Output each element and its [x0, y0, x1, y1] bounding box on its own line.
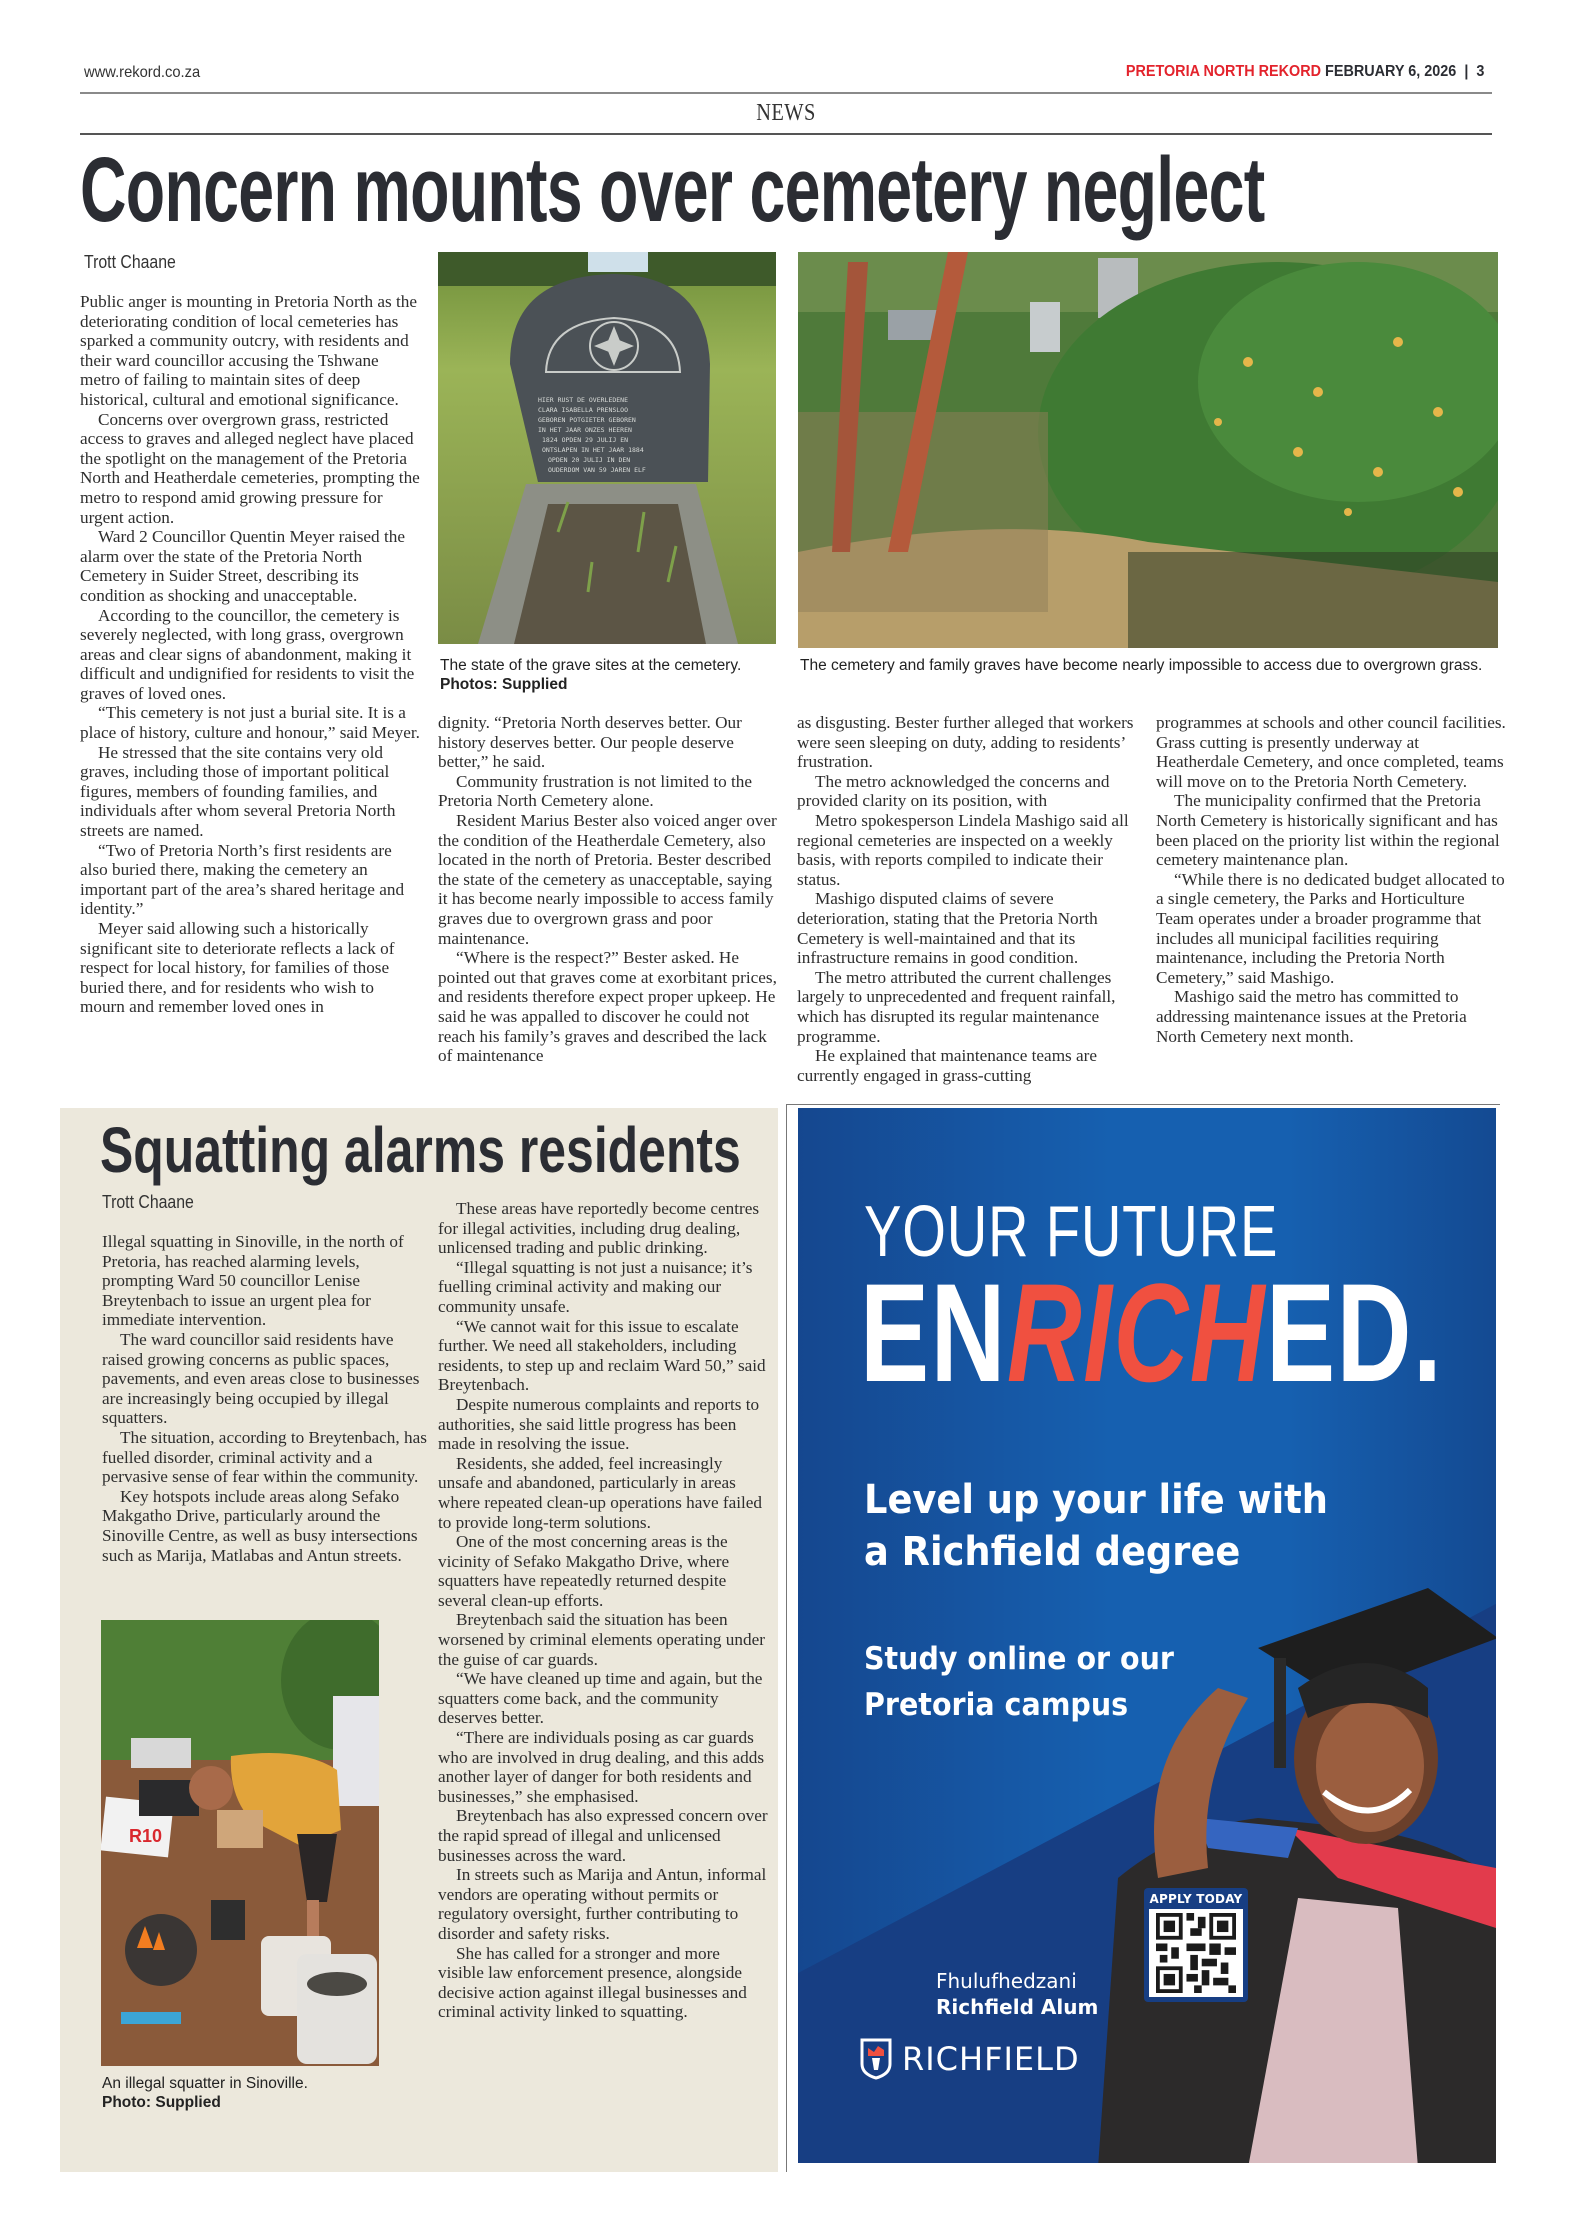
photo-squatter	[101, 1620, 379, 2066]
qr-label: APPLY TODAY	[1149, 1892, 1243, 1906]
photo-credit: Photos: Supplied	[440, 676, 568, 693]
headline-suffix: ED.	[1266, 1254, 1444, 1411]
page-number: 3	[1475, 63, 1484, 80]
paragraph: Despite numerous complaints and reports to authorities, she said little progress has been made in resolving the issue.	[438, 1394, 760, 1454]
caption-text: An illegal squatter in Sinoville.	[102, 2075, 308, 2092]
publication-name: PRETORIA NORTH REKORD	[1125, 63, 1321, 80]
advert-subhead	[864, 1474, 1328, 1578]
folio	[1125, 63, 1484, 81]
site-url[interactable]: www.rekord.co.za	[84, 64, 201, 81]
shield-torch-icon	[860, 2038, 892, 2080]
headline-highlight: RICH	[1006, 1254, 1267, 1411]
advert-headline-line1: YOUR FUTURE	[864, 1192, 1279, 1272]
main-headline: Concern mounts over cemetery neglect	[80, 139, 1265, 241]
subhead-line: Level up your life with	[864, 1477, 1328, 1523]
paragraph: “We cannot wait for this issue to escalate further. We need all stakeholders, including residents, to step up and reclaim Ward 50,” said Breytenbach.	[438, 1316, 766, 1395]
masthead-rule	[80, 92, 1492, 94]
paragraph: Residents, she added, feel increasingly unsafe and abandoned, particularly in areas where repeated clean-up operations have failed to provide long-term solutions.	[438, 1453, 763, 1532]
qr-code-graphic	[1153, 1913, 1239, 1993]
photo-credit: Photo: Supplied	[102, 2094, 221, 2111]
main-byline: Trott Chaane	[84, 252, 176, 272]
paragraph: “There are individuals posing as car guards who are involved in drug dealing, and this adds another layer of danger for both residents and businesses,” she emphasised.	[438, 1728, 765, 1806]
paragraph: Illegal squatting in Sinoville, in the north of Pretoria, has reached alarming levels, prompting Ward 50 councillor Lenise Breytenbach to issue an urgent plea for immediate intervention.	[102, 1232, 404, 1330]
squatting-column-2	[438, 1199, 768, 2022]
caption-text: The state of the grave sites at the cemetery.	[440, 657, 742, 674]
alum-name: Fhulufhedzani	[936, 1969, 1077, 1993]
paragraph: Mashigo said the metro has committed to addressing maintenance issues at the Pretoria North Cemetery next month.	[1156, 987, 1467, 1046]
paragraph: He explained that maintenance teams are currently engaged in grass-cutting	[797, 1046, 1098, 1085]
paragraph: She has called for a stronger and more visible law enforcement presence, alongside decisive action against illegal businesses and criminal activity linked to squatting.	[438, 1943, 747, 2022]
alum-role: Richfield Alum	[936, 1995, 1099, 2019]
paragraph: One of the most concerning areas is the vicinity of Sefako Makgatho Drive, where squatters have repeatedly returned despite several clean-up efforts.	[438, 1532, 730, 1610]
richfield-logo[interactable]	[860, 2038, 1080, 2080]
advert-headline-line2	[860, 1254, 1444, 1411]
paragraph: Community frustration is not limited to the Pretoria North Cemetery alone.	[438, 771, 752, 811]
svg-text:GEBOREN POTGIETER GEBOREN: GEBOREN POTGIETER GEBOREN	[538, 416, 636, 424]
issue-date: FEBRUARY 6, 2026	[1324, 63, 1456, 80]
paragraph: “Illegal squatting is not just a nuisance; it’s fuelling criminal activity and making our community unsafe.	[438, 1257, 753, 1316]
richfield-advert[interactable]	[798, 1108, 1496, 2163]
squatting-byline: Trott Chaane	[102, 1192, 194, 1212]
svg-text:HIER RUST DE OVERLEDENE: HIER RUST DE OVERLEDENE	[538, 396, 629, 404]
apply-qr-card[interactable]	[1144, 1888, 1248, 2002]
svg-text:1824 OPDEN 29 JULIJ EN: 1824 OPDEN 29 JULIJ EN	[542, 436, 629, 444]
paragraph: “While there is no dedicated budget allocated to a single cemetery, the Parks and Horticulture Team operates under a broader programme that includes all municipal facilities requiring maintenance, including the Pretoria North Cemetery,” said Mashigo.	[1156, 869, 1505, 987]
photo-overgrown	[798, 252, 1498, 648]
paragraph: “Where is the respect?” Bester asked. He pointed out that graves come at exorbitant prices, and residents therefore expect proper upkeep. He said he was appalled to discover he could not reach his family’s graves and described the lack of maintenance	[438, 948, 777, 1066]
paragraph: Ward 2 Councillor Quentin Meyer raised the alarm over the state of the Pretoria North Cemetery in Suider Street, describing its condition as shocking and unacceptable.	[80, 527, 405, 605]
subhead-line: a Richfield degree	[864, 1529, 1241, 1575]
qr-code-icon[interactable]	[1149, 1909, 1243, 1997]
squatter-image	[101, 1620, 379, 2066]
paragraph: “This cemetery is not just a burial site. It is a place of history, culture and honour,” said Meyer.	[80, 703, 420, 743]
photo-overgrown-caption: The cemetery and family graves have become nearly impossible to access due to overgrown grass.	[800, 657, 1483, 674]
main-column-4	[1156, 713, 1506, 1046]
svg-text:OPDEN 20 JULIJ IN DEN: OPDEN 20 JULIJ IN DEN	[548, 456, 631, 464]
svg-text:OUDERDOM VAN 59 JAREN ELF: OUDERDOM VAN 59 JAREN ELF	[548, 466, 646, 474]
paragraph: as disgusting. Bester further alleged that workers were seen sleeping on duty, adding to residents’ frustration.	[797, 713, 1134, 772]
main-column-2	[438, 713, 778, 1066]
paragraph: “Two of Pretoria North’s first residents are also buried there, making the cemetery an important part of the area’s shared heritage and identity.”	[80, 840, 405, 919]
paragraph: These areas have reportedly become centres for illegal activities, including drug dealing, unlicensed trading and public drinking.	[438, 1199, 760, 1258]
paragraph: Key hotspots include areas along Sefako Makgatho Drive, particularly around the Sinoville Centre, as well as busy intersections such as Marija, Matlabas and Antun streets.	[102, 1486, 418, 1565]
section-label: NEWS	[756, 100, 816, 126]
paragraph: The metro acknowledged the concerns and provided clarity on its position, with	[797, 771, 1110, 811]
photo-headstone-caption	[440, 656, 780, 694]
paragraph: Resident Marius Bester also voiced anger over the condition of the Heatherdale Cemetery, also located in the north of Pretoria. Bester described the state of the cemetery as unacceptable, saying it has become nearly impossible to access family graves due to overgrown grass and poor maintenance.	[438, 810, 777, 948]
alum-credit	[936, 1968, 1098, 2020]
main-column-1	[80, 292, 420, 1017]
svg-text:ONTSLAPEN IN HET JAAR 1884: ONTSLAPEN IN HET JAAR 1884	[542, 446, 644, 454]
paragraph: dignity. “Pretoria North deserves better. Our history deserves better. Our people deserve better,” he said.	[438, 713, 742, 772]
paragraph: The metro attributed the current challenges largely to unprecedented and frequent rainfall, which has disrupted its regular maintenance programme.	[797, 967, 1116, 1046]
svg-text:R10: R10	[129, 1826, 163, 1846]
paragraph: The situation, according to Breytenbach, has fuelled disorder, criminal activity and a pervasive sense of fear within the community.	[102, 1427, 427, 1487]
svg-text:CLARA ISABELLA PRENSLOO: CLARA ISABELLA PRENSLOO	[538, 406, 629, 414]
paragraph: Metro spokesperson Lindela Mashigo said all regional cemeteries are inspected on a weekly basis, with reports compiled to indicate their status.	[797, 810, 1129, 889]
paragraph: He stressed that the site contains very old graves, including those of important political figures, members of founding families, and individuals after whom several Pretoria North streets are named.	[80, 742, 396, 841]
paragraph: Mashigo disputed claims of severe deterioration, stating that the Pretoria North Cemetery is well-maintained and that its infrastructure remains in good condition.	[797, 889, 1098, 968]
graduate-photo	[1098, 1578, 1496, 2163]
headstone-image	[438, 252, 776, 644]
paragraph: programmes at schools and other council facilities. Grass cutting is presently underway at Heatherdale Cemetery, and once completed, teams will move on to the Pretoria North Cemetery.	[1156, 713, 1506, 791]
paragraph: “We have cleaned up time and again, but the squatters come back, and the community deserves better.	[438, 1669, 763, 1728]
svg-text:IN HET JAAR ONZES HEEREN: IN HET JAAR ONZES HEEREN	[538, 426, 632, 434]
study-line: Pretoria campus	[864, 1687, 1129, 1723]
paragraph: In streets such as Marija and Antun, informal vendors are operating without permits or regulatory oversight, further contributing to disorder and safety risks.	[438, 1865, 767, 1943]
squatting-headline: Squatting alarms residents	[100, 1114, 741, 1186]
squatting-column-1	[102, 1232, 432, 1565]
main-column-3	[797, 713, 1137, 1085]
photo-squatter-caption	[102, 2074, 402, 2112]
photo-headstone	[438, 252, 776, 644]
paragraph: Public anger is mounting in Pretoria North as the deteriorating condition of local cemeteries has sparked a community outcry, with residents and their ward councillor accusing the Tshwane metro of failing to maintain sites of deep historical, cultural and emotional significance.	[80, 292, 418, 409]
paragraph: According to the councillor, the cemetery is severely neglected, with long grass, overgrown areas and clear signs of abandonment, making it difficult and undignified for residents to visit the graves of loved ones.	[80, 605, 415, 703]
study-line: Study online or our	[864, 1641, 1174, 1677]
paragraph: The municipality confirmed that the Pretoria North Cemetery is historically significant and has been placed on the priority list within the regional cemetery maintenance plan.	[1156, 791, 1500, 870]
paragraph: Breytenbach said the situation has been worsened by criminal elements operating under the guise of car guards.	[438, 1610, 765, 1669]
folio-separator: |	[1463, 63, 1468, 80]
overgrown-image	[798, 252, 1498, 648]
paragraph: Breytenbach has also expressed concern over the rapid spread of illegal and unlicensed businesses across the ward.	[438, 1806, 768, 1865]
paragraph: Meyer said allowing such a historically significant site to deteriorate reflects a lack of respect for local history, for families of those buried there, and for residents who wish to mourn and remember loved ones in	[80, 919, 395, 1017]
headline-prefix: EN	[860, 1254, 1007, 1411]
section-rule	[80, 133, 1492, 135]
paragraph: Concerns over overgrown grass, restricted access to graves and alleged neglect have placed the spotlight on the management of the Pretoria North and Heatherdale cemeteries, prompting the metro to respond amid growing pressure for urgent action.	[80, 409, 420, 527]
logo-text: RICHFIELD	[902, 2040, 1080, 2078]
paragraph: The ward councillor said residents have raised growing concerns as public spaces, pavements, and even areas close to businesses are increasingly being occupied by illegal squatters.	[102, 1329, 420, 1428]
